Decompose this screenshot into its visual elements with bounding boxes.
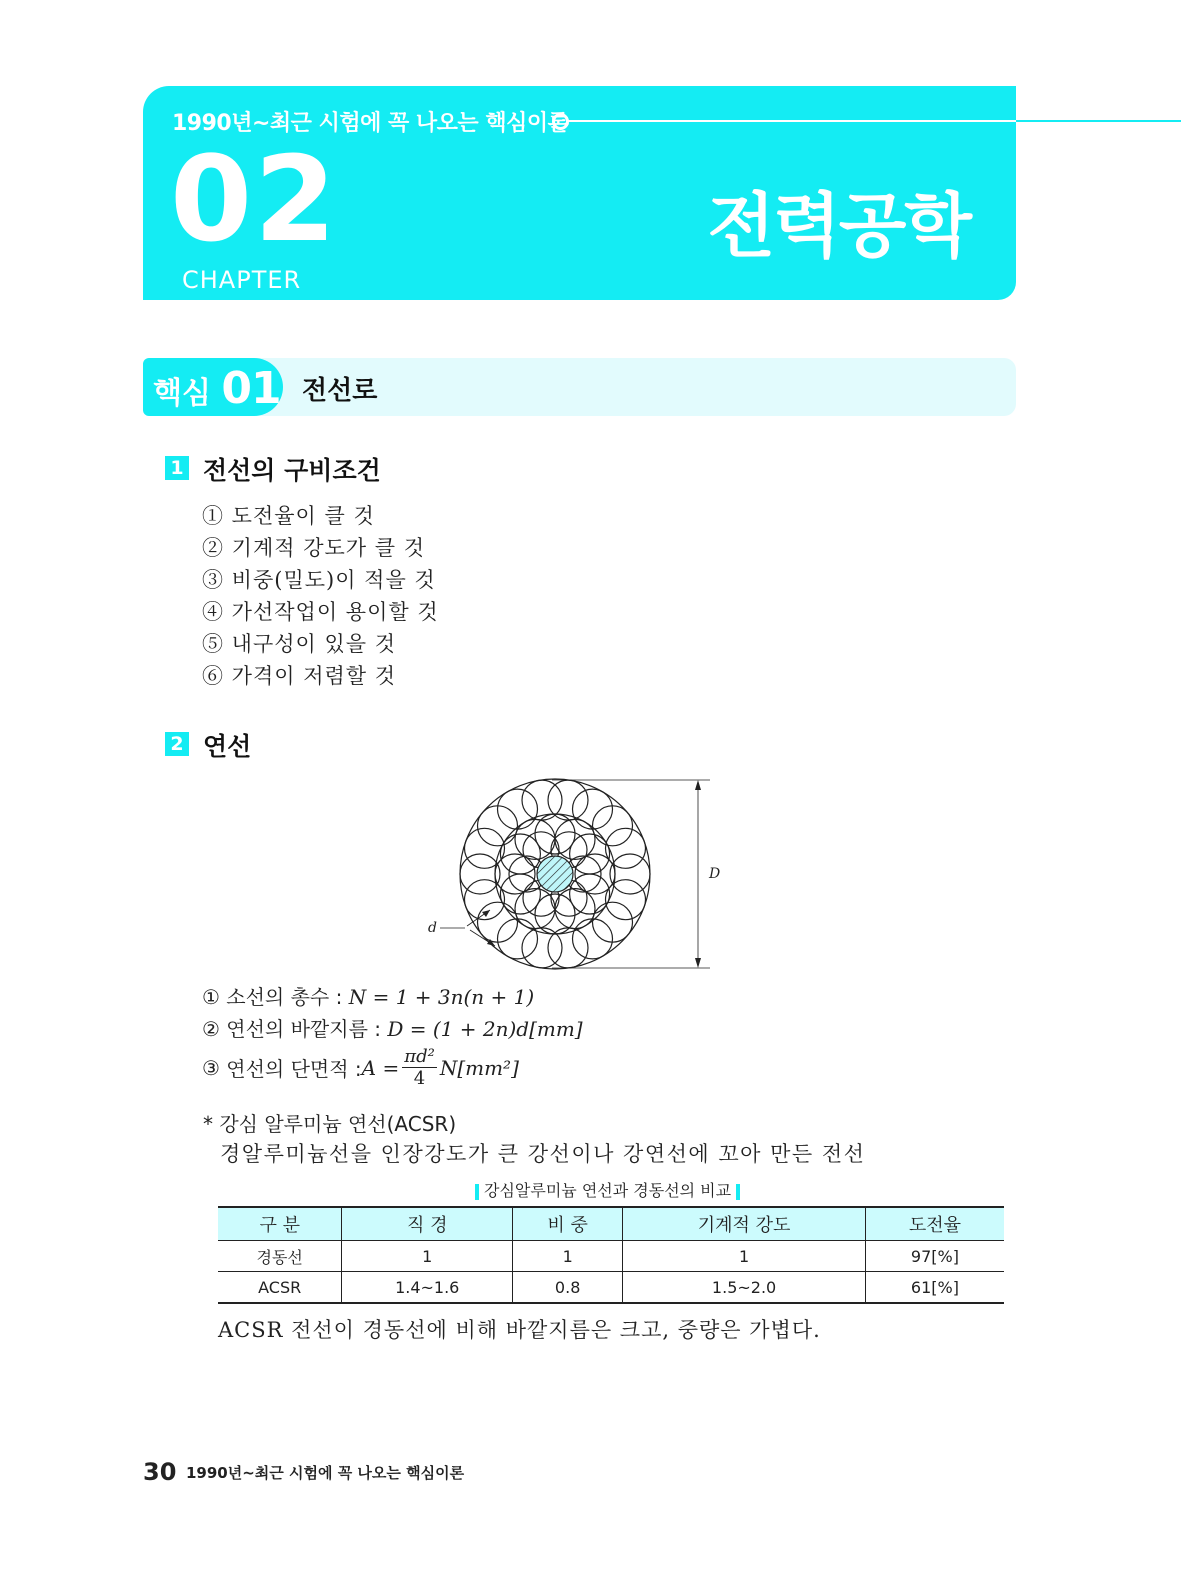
formula-fraction — [402, 1046, 437, 1089]
stranded-conductor-diagram — [420, 770, 740, 980]
table-header-cell: 기계적 강도 — [623, 1207, 866, 1241]
formula-marker: ③ — [202, 1055, 220, 1080]
note-title: * 강심 알루미늄 연선(ACSR) — [203, 1112, 457, 1136]
table-header-cell: 도전율 — [865, 1207, 1004, 1241]
table-caption — [470, 1178, 745, 1201]
steel-core — [537, 856, 573, 892]
page-number: 30 — [143, 1458, 177, 1486]
section-label-text: 핵심 — [153, 376, 211, 411]
formula-marker: ① — [202, 985, 220, 1009]
section-title: 전선로 — [302, 376, 378, 406]
formula-outer-diameter — [202, 1013, 583, 1042]
list-item: ① 도전율이 클 것 — [202, 504, 375, 528]
note-body: 경알루미늄선을 인장강도가 큰 강선이나 강연선에 꼬아 만든 전선 — [220, 1142, 866, 1166]
chapter-word: CHAPTER — [182, 266, 302, 294]
table-cell: 1 — [513, 1241, 623, 1272]
list-item: ② 기계적 강도가 클 것 — [202, 536, 425, 560]
diameter-label-d: d — [428, 920, 437, 936]
caption-bar-right — [736, 1184, 740, 1200]
formula-denominator: 4 — [413, 1068, 426, 1089]
table-row — [218, 1272, 1004, 1304]
table-header-cell: 구 분 — [218, 1207, 342, 1241]
list-item: ⑤ 내구성이 있을 것 — [202, 632, 397, 656]
list-item: ④ 가선작업이 용이할 것 — [202, 600, 439, 624]
table-caption-text: 강심알루미늄 연선과 경동선의 비교 — [484, 1181, 732, 1200]
table-header-cell: 직 경 — [342, 1207, 513, 1241]
formula-cross-section — [202, 1046, 519, 1089]
footer-text: 1990년~최근 시험에 꼭 나오는 핵심이론 — [186, 1464, 465, 1482]
table-cell: 1 — [623, 1241, 866, 1272]
formula-rhs: N[mm²] — [439, 1055, 519, 1080]
series-title: 1990년~최근 시험에 꼭 나오는 핵심이론 — [172, 111, 569, 136]
table-cell: ACSR — [218, 1272, 342, 1304]
section-label — [153, 363, 281, 414]
subsection-1-title: 전선의 구비조건 — [203, 456, 381, 485]
subsection-1-number: 1 — [165, 456, 189, 480]
list-item: ⑥ 가격이 저렴할 것 — [202, 664, 397, 688]
table-cell: 0.8 — [513, 1272, 623, 1304]
formula-strand-count — [202, 981, 534, 1010]
formula-lhs: A = — [361, 1055, 400, 1080]
table-cell: 1.5~2.0 — [623, 1272, 866, 1304]
table-cell: 1 — [342, 1241, 513, 1272]
subsection-2-title: 연선 — [203, 732, 252, 761]
table-header-cell: 비 중 — [513, 1207, 623, 1241]
formula-expr: N = 1 + 3n(n + 1) — [348, 985, 535, 1009]
formula-label: 연선의 바깥지름 : — [226, 1017, 388, 1041]
formula-label: 연선의 단면적 : — [226, 1057, 362, 1081]
table-cell: 97[%] — [865, 1241, 1004, 1272]
series-line-inner — [566, 120, 1016, 122]
subsection-2-number: 2 — [165, 732, 189, 756]
table-cell: 1.4~1.6 — [342, 1272, 513, 1304]
table-cell: 경동선 — [218, 1241, 342, 1272]
formula-marker: ② — [202, 1017, 220, 1041]
list-item: ③ 비중(밀도)이 적을 것 — [202, 568, 436, 592]
caption-bar-left — [475, 1184, 479, 1200]
formula-expr: D = (1 + 2n)d[mm] — [387, 1017, 583, 1041]
formula-label: 소선의 총수 : — [226, 985, 349, 1009]
formula-numerator: πd² — [404, 1046, 435, 1067]
section-number: 01 — [221, 363, 281, 414]
conclusion-text: ACSR 전선이 경동선에 비해 바깥지름은 크고, 중량은 가볍다. — [218, 1318, 821, 1342]
table-row — [218, 1241, 1004, 1272]
chapter-number: 02 — [170, 130, 339, 268]
comparison-table — [218, 1206, 1004, 1304]
chapter-title: 전력공학 — [707, 185, 970, 267]
table-header-row — [218, 1207, 1004, 1241]
table-cell: 61[%] — [865, 1272, 1004, 1304]
diameter-label-D: D — [709, 866, 721, 882]
